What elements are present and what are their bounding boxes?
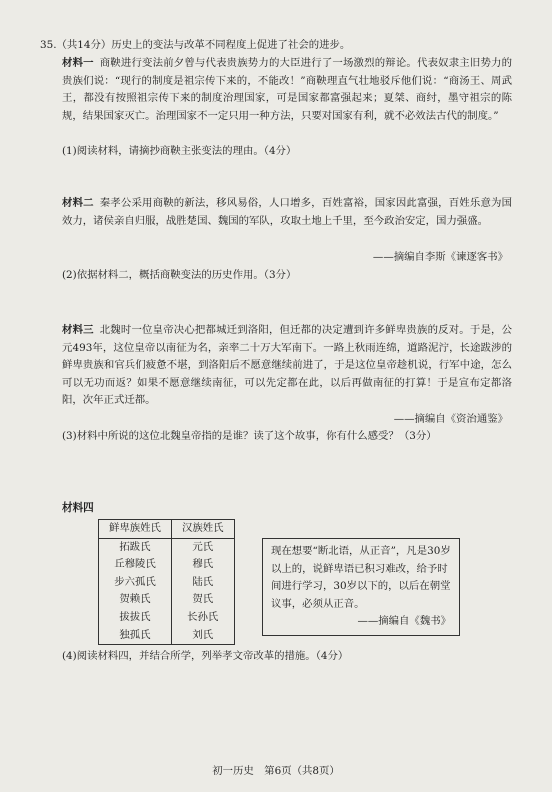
han-surname: 贺氏 [171, 591, 234, 609]
xianbei-surname: 独孤氏 [99, 627, 172, 645]
xianbei-surname: 步六孤氏 [99, 574, 172, 592]
page-footer: 初一历史 第6页（共8页） [212, 765, 340, 777]
material-2-source: ——摘编自李斯《谏逐客书》 [372, 251, 508, 263]
material-3-source: ——摘编自《资治通鉴》 [393, 413, 508, 425]
material-1 [62, 55, 512, 125]
table-row [99, 609, 235, 627]
material-2-label: 材料二 [62, 197, 94, 209]
table-row [99, 556, 235, 574]
material-4-label: 材料四 [62, 502, 94, 514]
question-35-intro: 35.（共14分）历史上的变法与改革不同程度上促进了社会的进步。 [40, 39, 351, 51]
han-surname: 刘氏 [171, 627, 234, 645]
material-3 [62, 322, 512, 410]
han-surname: 穆氏 [171, 556, 234, 574]
xianbei-surname: 贺赖氏 [99, 591, 172, 609]
table-header-han: 汉族姓氏 [171, 520, 234, 539]
question-35-2: (2)依据材料二，概括商鞅变法的历史作用。（3分） [62, 269, 297, 281]
han-surname: 长孙氏 [171, 609, 234, 627]
han-surname: 陆氏 [171, 574, 234, 592]
xianbei-surname: 丘穆陵氏 [99, 556, 172, 574]
table-row [99, 574, 235, 592]
surname-table [98, 519, 235, 645]
han-surname: 元氏 [171, 538, 234, 556]
material-1-label: 材料一 [62, 57, 94, 69]
table-header-xianbei: 鲜卑族姓氏 [99, 520, 172, 539]
xianbei-surname: 拔拔氏 [99, 609, 172, 627]
weishu-quote-text: 现在想要“断北语，从正音”，凡是30岁以上的，说鲜卑语已积习难改，给予时间进行学习，30岁以下的，以后在朝堂议事，必须从正音。 [271, 545, 451, 610]
question-35-4: (4)阅读材料四，并结合所学，列举孝文帝改革的措施。（4分） [62, 650, 349, 662]
question-35-1: (1)阅读材料，请摘抄商鞅主张变法的理由。（4分） [62, 145, 297, 157]
table-row [99, 591, 235, 609]
table-row [99, 538, 235, 556]
material-1-text: 商鞅进行变法前夕曾与代表贵族势力的大臣进行了一场激烈的辩论。代表奴隶主旧势力的贵族们说：“现行的制度是祖宗传下来的，不能改！”商鞅理直气壮地驳斥他们说：“商汤王、周武王，都没有按照祖宗传下来的制度治理国家，可是国家都富强起来；夏桀、商纣，墨守祖宗的陈规，结果国家灭亡。治理国家不一定只用一种方法，只要对国家有利，就不必效法古代的制度。” [62, 57, 513, 122]
question-35-3: (3)材料中所说的这位北魏皇帝指的是谁？读了这个故事，你有什么感受？（3分） [62, 430, 437, 442]
xianbei-surname: 拓跋氏 [99, 538, 172, 556]
material-3-label: 材料三 [62, 324, 94, 336]
table-row [99, 627, 235, 645]
material-2-text: 秦孝公采用商鞅的新法，移风易俗，人口增多，百姓富裕，国家因此富强，百姓乐意为国效力，诸侯亲自归服，战胜楚国、魏国的军队，攻取土地上千里，至今政治安定，国力强盛。 [62, 197, 513, 227]
weishu-quote-box [262, 538, 460, 636]
material-3-text: 北魏时一位皇帝决心把都城迁到洛阳，但迁都的决定遭到许多鲜卑贵族的反对。于是，公元493年，这位皇帝以南征为名，亲率二十万大军南下。一路上秋雨连绵，道路泥泞，长途跋涉的鲜卑贵族和官兵们疲惫不堪，到洛阳后不愿意继续前进了，于是这位皇帝趁机说，行军中途，怎么可以无功而返？如果不愿意继续南征，可以先定都在此，以后再做南征的打算！于是宣布定都洛阳，次年正式迁都。 [62, 324, 513, 407]
material-2 [62, 195, 512, 230]
weishu-quote-source: ——摘编自《魏书》 [357, 615, 451, 628]
